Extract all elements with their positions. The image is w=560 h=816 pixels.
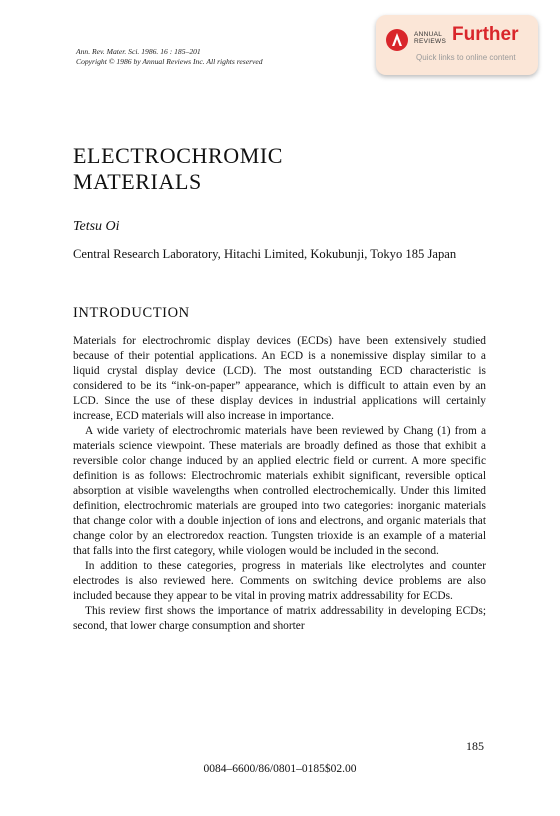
citation-line-2: Copyright © 1986 by Annual Reviews Inc. All rights reserved: [76, 57, 263, 66]
body-paragraph: Materials for electrochromic display devices (ECDs) have been extensively studied because of their potential applications. An ECD is a nonemissive display similar to a liquid crystal display device (LCD). The most outstanding ECD characteristic is considered to be its “ink-on-paper” appearance, which is difficult to attain even by an LCD. Since the use of these display devices in industrial applications will certainly increase, ECD materials will also increase in importance.: [73, 335, 486, 422]
citation-line-1: Ann. Rev. Mater. Sci. 1986. 16 : 185–201: [76, 47, 201, 56]
badge-subtitle[interactable]: Quick links to online content: [416, 53, 516, 62]
journal-citation: [76, 47, 263, 67]
annual-reviews-logo-icon: [386, 29, 408, 51]
body-paragraph: In addition to these categories, progress in materials like electrolytes and counter electrodes is also reviewed here. Comments on switching device problems are also included because they appear to be vital in proving matrix addressability for ECDs.: [73, 560, 486, 602]
body-paragraph: This review first shows the importance of matrix addressability in developing ECDs; second, that lower charge consumption and shorter: [73, 605, 486, 632]
section-heading-introduction: INTRODUCTION: [73, 305, 190, 321]
body-paragraph: A wide variety of electrochromic materials have been reviewed by Chang (1) from a materials science viewpoint. These materials are broadly defined as those that exhibit a reversible color change induced by an applied electric field or current. A more specific definition is as follows: Electrochromic materials exhibit significant, reversible optical absorption at visible wavelengths when controlled electrochemically. Under this limited definition, electrochromic materials are grouped into two categories: inorganic materials that change color with a double injection of ions and electrons, and organic materials that change color by an electroredox reaction. Tungsten trioxide is an example of a material that falls into the first category, while viologen would be included in the second.: [73, 425, 486, 557]
article-title: [73, 143, 283, 195]
badge-reviews-text: REVIEWS: [414, 38, 447, 45]
author-affiliation: Central Research Laboratory, Hitachi Limited, Kokubunji, Tokyo 185 Japan: [73, 247, 457, 261]
badge-publisher-label: [414, 31, 446, 45]
badge-further-text[interactable]: Further: [452, 24, 519, 45]
author-name: Tetsu Oi: [73, 219, 120, 234]
badge-annual-text: ANNUAL: [414, 31, 443, 38]
title-line-1: ELECTROCHROMIC: [73, 143, 284, 168]
page-number: 185: [466, 739, 484, 753]
article-body: [73, 334, 486, 634]
title-line-2: MATERIALS: [73, 169, 202, 194]
further-links-badge[interactable]: [376, 15, 538, 75]
footer-issn-code: 0084–6600/86/0801–0185$02.00: [203, 763, 357, 775]
